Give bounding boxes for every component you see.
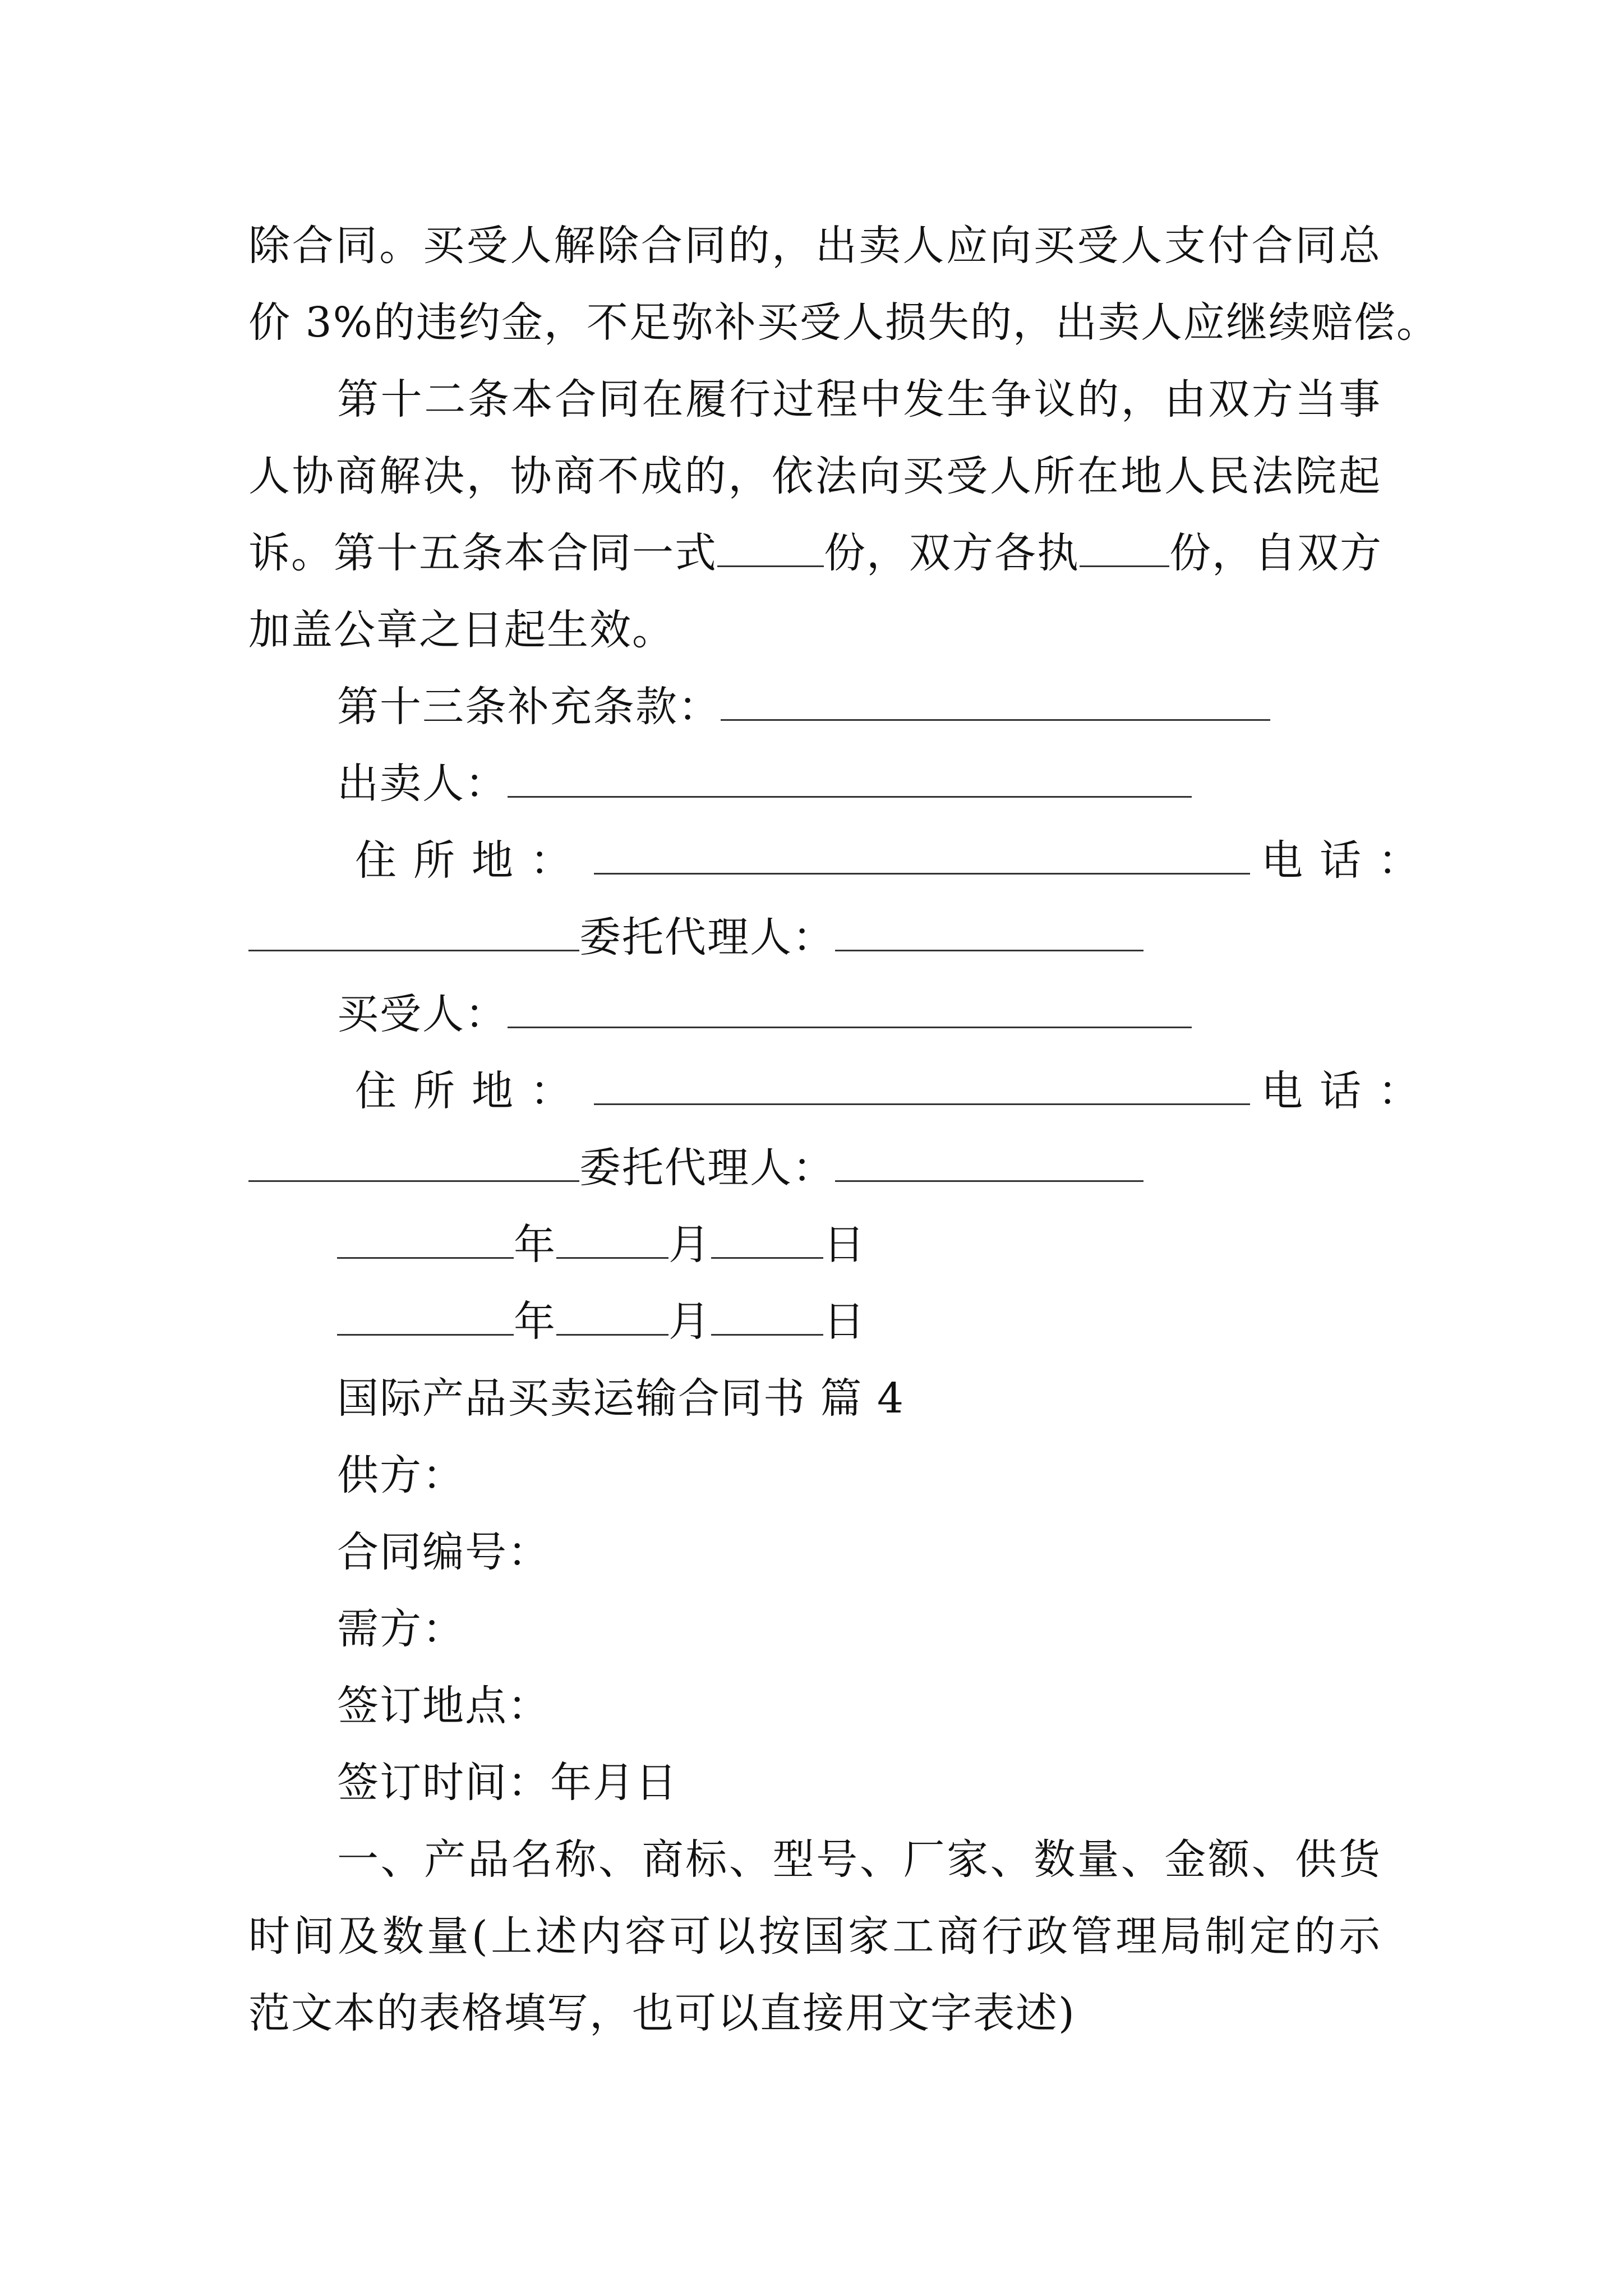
seller-label: 出卖人：	[337, 760, 508, 808]
buyer-address-blank[interactable]	[594, 1066, 1250, 1105]
copies-each-blank[interactable]	[1080, 528, 1169, 567]
agent-label: 委托代理人：	[579, 1144, 835, 1192]
paragraph-line: 除合同。买受人解除合同的，出卖人应向买受人支付合同总	[248, 222, 1381, 270]
year-label: 年	[514, 1297, 556, 1346]
supplement-label: 第十三条补充条款：	[337, 683, 721, 731]
paragraph-line: 范文本的表格填写，也可以直接用文字表述)	[248, 1989, 1076, 2037]
seller-row	[248, 746, 1381, 822]
buyer-agent-row	[248, 1130, 1381, 1207]
paragraph-line: 人协商解决，协商不成的，依法向买受人所在地人民法院起	[248, 452, 1381, 500]
buyer-phone-blank[interactable]	[248, 1143, 579, 1182]
date-row	[248, 1283, 1381, 1360]
month-blank[interactable]	[556, 1220, 668, 1259]
phone-label: 电话：	[1261, 1067, 1436, 1115]
seller-agent-blank[interactable]	[835, 913, 1144, 951]
buyer-blank[interactable]	[508, 990, 1192, 1028]
day-blank[interactable]	[711, 1220, 823, 1259]
address-label: 住所地：	[355, 1067, 588, 1115]
seller-blank[interactable]	[508, 759, 1192, 798]
copies-blank[interactable]	[717, 528, 824, 567]
paragraph-line: 加盖公章之日起生效。	[248, 606, 675, 654]
seller-address-row	[248, 822, 1436, 899]
seller-agent-row	[248, 899, 1381, 976]
section-title: 国际产品买卖运输合同书 篇 4	[337, 1374, 905, 1423]
paragraph-line: 时间及数量(上述内容可以按国家工商行政管理局制定的示	[248, 1912, 1381, 1961]
buyer-label: 买受人：	[337, 990, 508, 1038]
sign-time-label: 签订时间：年月日	[337, 1759, 678, 1807]
buyer-row	[248, 976, 1381, 1053]
paragraph-line: 一、产品名称、商标、型号、厂家、数量、金额、供货	[337, 1835, 1381, 1884]
agent-label: 委托代理人：	[579, 913, 835, 961]
sign-place-label: 签订地点：	[337, 1682, 550, 1730]
paragraph-text: 份，自双方	[1169, 529, 1382, 577]
document-page	[248, 208, 1439, 2052]
year-blank[interactable]	[337, 1220, 514, 1259]
month-label: 月	[668, 1221, 711, 1269]
paragraph-text: 份，双方各执	[824, 529, 1080, 577]
supplement-row	[248, 669, 1381, 746]
paragraph-line: 第十二条本合同在履行过程中发生争议的，由双方当事	[337, 375, 1381, 424]
supplement-blank[interactable]	[721, 682, 1270, 721]
paragraph-line: 价 3%的违约金，不足弥补买受人损失的，出卖人应继续赔偿。	[248, 298, 1439, 347]
paragraph-text: 诉。第十五条本合同一式	[248, 529, 717, 577]
date-row	[248, 1207, 1381, 1283]
day-blank[interactable]	[711, 1297, 823, 1336]
year-label: 年	[514, 1221, 556, 1269]
month-blank[interactable]	[556, 1297, 668, 1336]
demander-label: 需方：	[337, 1605, 465, 1653]
year-blank[interactable]	[337, 1297, 514, 1336]
phone-label: 电话：	[1261, 836, 1436, 885]
address-label: 住所地：	[355, 836, 588, 885]
contract-number-label: 合同编号：	[337, 1528, 550, 1576]
supplier-label: 供方：	[337, 1451, 465, 1499]
day-label: 日	[823, 1297, 866, 1346]
buyer-address-row	[248, 1053, 1436, 1130]
seller-phone-blank[interactable]	[248, 913, 579, 951]
month-label: 月	[668, 1297, 711, 1346]
paragraph-line	[248, 515, 1381, 592]
seller-address-blank[interactable]	[594, 836, 1250, 875]
buyer-agent-blank[interactable]	[835, 1143, 1144, 1182]
day-label: 日	[823, 1221, 866, 1269]
